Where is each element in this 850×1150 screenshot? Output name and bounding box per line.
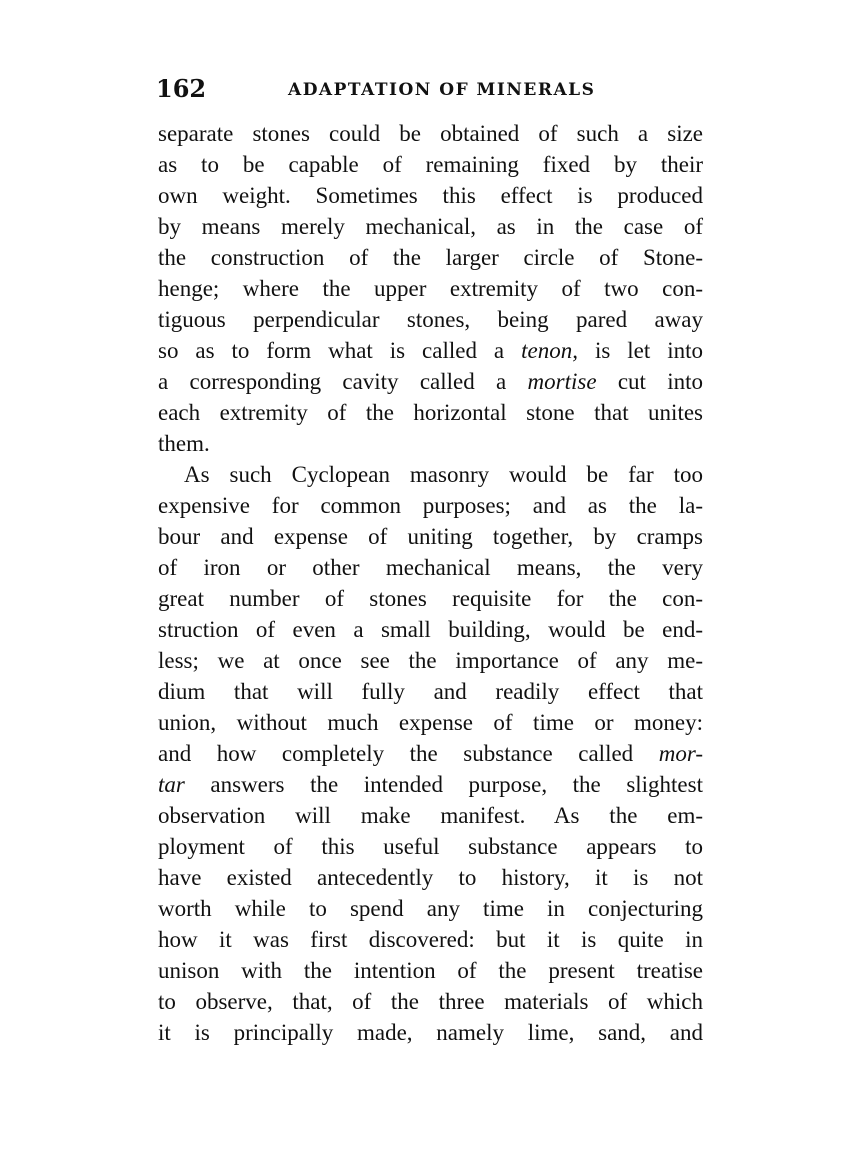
italic-term-mortar: mor-: [658, 741, 703, 766]
text-line: and how completely the substance called mor-: [158, 741, 703, 766]
text-line: unison with the intention of the present treatise: [158, 958, 703, 983]
text-line: own weight. Sometimes this effect is produced: [158, 183, 703, 208]
italic-term-mortise: mortise: [527, 369, 597, 394]
text-line: worth while to spend any time in conjecturing: [158, 896, 703, 921]
text-line: great number of stones requisite for the con-: [158, 586, 703, 611]
text-line: observation will make manifest. As the em-: [158, 803, 703, 828]
text-line: tar answers the intended purpose, the slightest: [158, 772, 703, 797]
running-head: [156, 74, 701, 104]
text-line: dium that will fully and readily effect that: [158, 679, 703, 704]
text-line: struction of even a small building, would be end-: [158, 617, 703, 642]
body-text: [158, 118, 703, 1048]
text-line: as to be capable of remaining fixed by their: [158, 152, 703, 177]
text-line: the construction of the larger circle of Stone-: [158, 245, 703, 270]
paragraph-start-line: As such Cyclopean masonry would be far too: [184, 462, 703, 487]
text-line: of iron or other mechanical means, the very: [158, 555, 703, 580]
running-title: ADAPTATION OF MINERALS: [288, 80, 596, 100]
text-line: each extremity of the horizontal stone that unites: [158, 400, 703, 425]
text-line: ployment of this useful substance appears to: [158, 834, 703, 859]
text-line: have existed antecedently to history, it is not: [158, 865, 703, 890]
text-line: so as to form what is called a tenon, is let into: [158, 338, 703, 363]
text-line: bour and expense of uniting together, by cramps: [158, 524, 703, 549]
italic-term-tenon: tenon,: [521, 338, 578, 363]
text-line: union, without much expense of time or money:: [158, 710, 703, 735]
text-line: them.: [158, 431, 210, 456]
italic-term-mortar-cont: tar: [158, 772, 185, 797]
text-line: less; we at once see the importance of any me-: [158, 648, 703, 673]
text-line: a corresponding cavity called a mortise cut into: [158, 369, 703, 394]
page-number: 162: [156, 74, 207, 103]
text-line: to observe, that, of the three materials of which: [158, 989, 703, 1014]
text-line: it is principally made, namely lime, sand, and: [158, 1020, 703, 1045]
text-line: henge; where the upper extremity of two con-: [158, 276, 703, 301]
text-line: tiguous perpendicular stones, being pared away: [158, 307, 703, 332]
text-line: by means merely mechanical, as in the case of: [158, 214, 703, 239]
text-line: how it was first discovered: but it is quite in: [158, 927, 703, 952]
text-line: expensive for common purposes; and as the la-: [158, 493, 703, 518]
text-line: separate stones could be obtained of such a size: [158, 121, 703, 146]
